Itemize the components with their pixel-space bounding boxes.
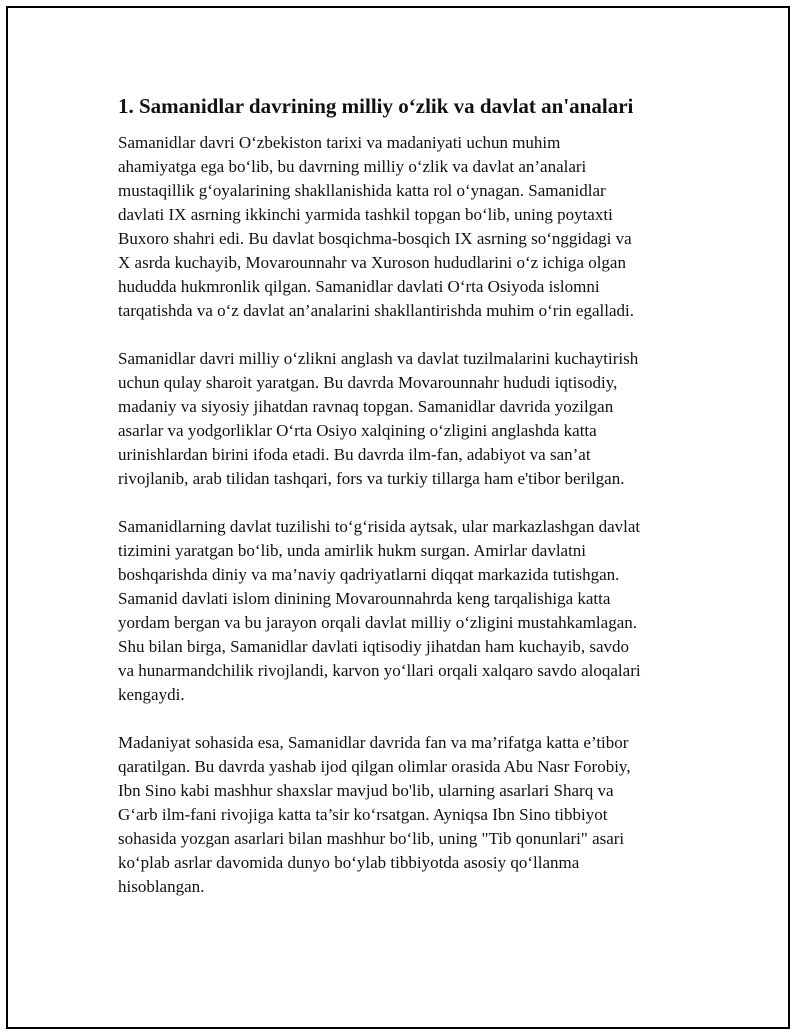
document-title: 1. Samanidlar davrining milliy o‘zlik va davlat an'analari xyxy=(118,94,634,118)
text-line: va hunarmandchilik rivojlandi, karvon yo‘llari orqali xalqaro savdo aloqalari xyxy=(118,661,641,680)
text-line: boshqarishda diniy va ma’naviy qadriyatlarni diqqat markazida tutishgan. xyxy=(118,565,620,584)
text-line: tizimini yaratgan bo‘lib, unda amirlik hukm surgan. Amirlar davlatni xyxy=(118,541,587,560)
text-line: mustaqillik g‘oyalarining shakllanishida katta rol o‘ynagan. Samanidlar xyxy=(118,181,606,200)
text-line: yordam bergan va bu jarayon orqali davlat milliy o‘zligini mustahkamlagan. xyxy=(118,613,637,632)
paragraph-2 xyxy=(118,347,718,491)
text-line: Shu bilan birga, Samanidlar davlati iqtisodiy jihatdan ham kuchayib, savdo xyxy=(118,637,630,656)
paragraph-3 xyxy=(118,515,718,707)
text-line: Samanidlar davri milliy o‘zlikni anglash va davlat tuzilmalarini kuchaytirish xyxy=(118,349,639,368)
text-line: asarlar va yodgorliklar O‘rta Osiyo xalqining o‘zligini anglashda katta xyxy=(118,421,597,440)
text-line: qaratilgan. Bu davrda yashab ijod qilgan olimlar orasida Abu Nasr Forobiy, xyxy=(118,757,631,776)
text-line: ahamiyatga ega bo‘lib, bu davrning milliy o‘zlik va davlat an’analari xyxy=(118,157,587,176)
text-line: kengaydi. xyxy=(118,685,185,704)
text-line: Samanid davlati islom dinining Movarounnahrda keng tarqalishiga katta xyxy=(118,589,611,608)
text-line: Ibn Sino kabi mashhur shaxslar mavjud bo'lib, ularning asarlari Sharq va xyxy=(118,781,614,800)
text-line: urinishlardan birini ifoda etadi. Bu davrda ilm-fan, adabiyot va san’at xyxy=(118,445,591,464)
text-line: tarqatishda va o‘z davlat an’analarini shakllantirishda muhim o‘rin egalladi. xyxy=(118,301,634,320)
paragraph-4 xyxy=(118,731,718,899)
text-line: sohasida yozgan asarlari bilan mashhur bo‘lib, uning "Tib qonunlari" asari xyxy=(118,829,625,848)
text-line: uchun qulay sharoit yaratgan. Bu davrda Movarounnahr hududi iqtisodiy, xyxy=(118,373,618,392)
text-line: X asrda kuchayib, Movarounnahr va Xuroson hududlarini o‘z ichiga olgan xyxy=(118,253,626,272)
text-line: rivojlanib, arab tilidan tashqari, fors va turkiy tillarga ham e'tibor berilgan. xyxy=(118,469,625,488)
text-line: Samanidlarning davlat tuzilishi to‘g‘risida aytsak, ular markazlashgan davlat xyxy=(118,517,641,536)
text-line: Madaniyat sohasida esa, Samanidlar davrida fan va ma’rifatga katta e’tibor xyxy=(118,733,629,752)
text-line: hududda hukmronlik qilgan. Samanidlar davlati O‘rta Osiyoda islomni xyxy=(118,277,600,296)
text-line: G‘arb ilm-fani rivojiga katta ta’sir ko‘rsatgan. Ayniqsa Ibn Sino tibbiyot xyxy=(118,805,608,824)
text-line: ko‘plab asrlar davomida dunyo bo‘ylab tibbiyotda asosiy qo‘llanma xyxy=(118,853,580,872)
paragraph-1 xyxy=(118,131,718,323)
text-line: hisoblangan. xyxy=(118,877,205,896)
text-line: davlati IX asrning ikkinchi yarmida tashkil topgan bo‘lib, uning poytaxti xyxy=(118,205,613,224)
text-line: Samanidlar davri O‘zbekiston tarixi va madaniyati uchun muhim xyxy=(118,133,561,152)
text-line: madaniy va siyosiy jihatdan ravnaq topgan. Samanidlar davrida yozilgan xyxy=(118,397,614,416)
document-body xyxy=(118,92,718,923)
text-line: Buxoro shahri edi. Bu davlat bosqichma-bosqich IX asrning so‘nggidagi va xyxy=(118,229,632,248)
